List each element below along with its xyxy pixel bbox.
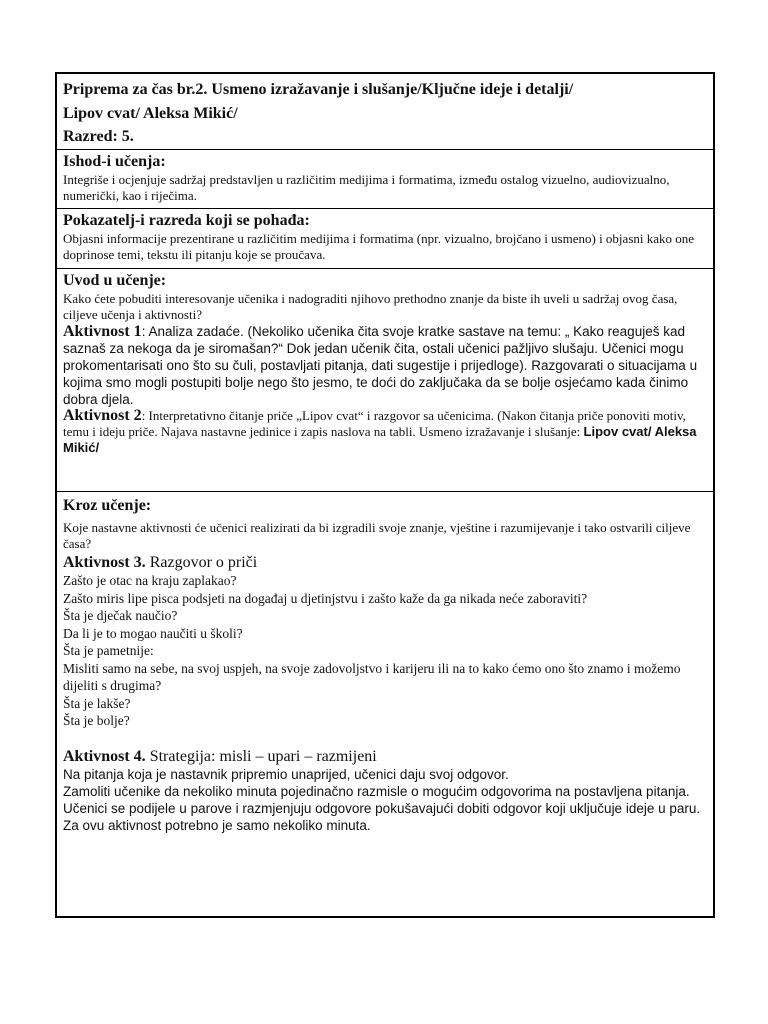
ishod-text: Integriše i ocjenjuje sadržaj predstavljen u različitim medijima i formatima, između ostalog vizuelno, audiovizualno, numerički, kao i riječima. bbox=[63, 172, 670, 203]
question-line: Šta je dječak naučio? bbox=[63, 608, 178, 623]
header-cell bbox=[57, 74, 713, 150]
question-line: Zašto miris lipe pisca podsjeti na događaj u djetinjstvu i zašto kaže da ga nikada neće zaboraviti? bbox=[63, 590, 588, 606]
uvod-intro: Kako ćete pobuditi interesovanje učenika i nadograditi njihovo prethodno znanje da biste ih uveli u sadržaj ovog časa, ciljeve učenja i aktivnosti? bbox=[63, 291, 678, 322]
pokazatelj-text: Objasni informacije prezentirane u različitim medijima i formatima (npr. vizualno, brojčano i usmeno) i objasni kako one doprinose temi, tekstu ili pitanju koje se proučava. bbox=[63, 231, 695, 262]
activity-4-title: Strategija: misli – upari – razmijeni bbox=[145, 747, 377, 765]
uvod-cell bbox=[57, 269, 713, 492]
activity-3-title: Razgovor o priči bbox=[145, 554, 258, 571]
activity-3-questions bbox=[63, 572, 707, 730]
lesson-plan-table bbox=[55, 72, 715, 918]
activity-4-line: Zamoliti učenike da nekoliko minuta pojedinačno razmisle o mogućim odgovorima na postavljena pitanja. bbox=[63, 783, 690, 799]
uvod-title: Uvod u učenje: bbox=[63, 272, 167, 289]
question-line: Zašto je otac na kraju zaplakao? bbox=[63, 573, 237, 588]
question-line: Da li je to mogao naučiti u školi? bbox=[63, 625, 243, 641]
ishod-title: Ishod-i učenja: bbox=[63, 153, 166, 170]
activity-3-label: Aktivnost 3. bbox=[63, 554, 146, 571]
activity-4-label: Aktivnost 4. bbox=[63, 747, 146, 765]
kroz-intro: Koje nastavne aktivnosti će učenici realizirati da bi izgradili svoje znanje, vještine i razumijevanje i tako ostvarili ciljeve časa? bbox=[63, 520, 691, 551]
pokazatelj-cell bbox=[57, 209, 713, 269]
activity-4-line: Učenici se podijele u parove i razmjenjuju odgovore pokušavajući dobiti odgovor koji uključuje ideje u paru. Za ovu aktivnost potrebno je samo nekoliko minuta. bbox=[63, 800, 701, 833]
kroz-title: Kroz učenje: bbox=[63, 497, 152, 514]
spacer bbox=[63, 730, 707, 748]
activity-4-line: Na pitanja koja je nastavnik pripremio unaprijed, učenici daju svoj odgovor. bbox=[63, 766, 509, 782]
question-line: Šta je pametnije: bbox=[63, 643, 154, 658]
header-line-2: Lipov cvat/ Aleksa Mikić/ bbox=[63, 104, 238, 122]
activity-3-heading bbox=[63, 554, 707, 572]
header-line-3: Razred: 5. bbox=[63, 128, 134, 145]
activity-1-text: : Analiza zadaće. (Nekoliko učenika čita svoje kratke sastave na temu: „ Kako reaguješ kad saznaš za nekoga da je siromašan?“ Dok jedan učenik čita, ostali učenici pažljivo slušaju. Učenici mogu prokomentarisati ono što su čuli, postavljati pitanja, dati sugestije i prijedloge). Razgovarati o situacijama u kojima smo mogli postupiti bolje nego što jesmo, te doći do zaključaka da se bolje osjećamo kada činimo dobra djela. bbox=[63, 324, 698, 407]
activity-1-label: Aktivnost 1 bbox=[63, 323, 142, 340]
pokazatelj-title: Pokazatelj-i razreda koji se pohađa: bbox=[63, 212, 310, 229]
question-line: Šta je lakše? bbox=[63, 695, 131, 711]
activity-2-label: Aktivnost 2 bbox=[63, 407, 142, 424]
question-line: Misliti samo na sebe, na svoj uspjeh, na svoje zadovoljstvo i karijeru ili na to kako ćemo ono što znamo i možemo dijeliti s drugima? bbox=[63, 660, 681, 693]
header-line-1: Priprema za čas br.2. Usmeno izražavanje i slušanje/Ključne ideje i detalji/ bbox=[63, 81, 574, 98]
activity-4-heading bbox=[63, 748, 707, 766]
kroz-cell bbox=[57, 492, 713, 916]
activity-2-text: : Interpretativno čitanje priče „Lipov cvat“ i razgovor sa učenicima. (Nakon čitanja priče ponoviti motiv, temu i ideju priče. Najava nastavne jedinice i zapis naslova na tabli. Usmeno izražavanje i slušanje: bbox=[63, 408, 686, 439]
activity-1 bbox=[63, 323, 707, 408]
ishod-cell bbox=[57, 150, 713, 209]
question-line: Šta je bolje? bbox=[63, 713, 130, 728]
activity-2-bold: Lipov cvat/ Aleksa Mikić/ bbox=[63, 424, 697, 455]
activity-2 bbox=[63, 408, 707, 456]
activity-4-text bbox=[63, 766, 707, 834]
